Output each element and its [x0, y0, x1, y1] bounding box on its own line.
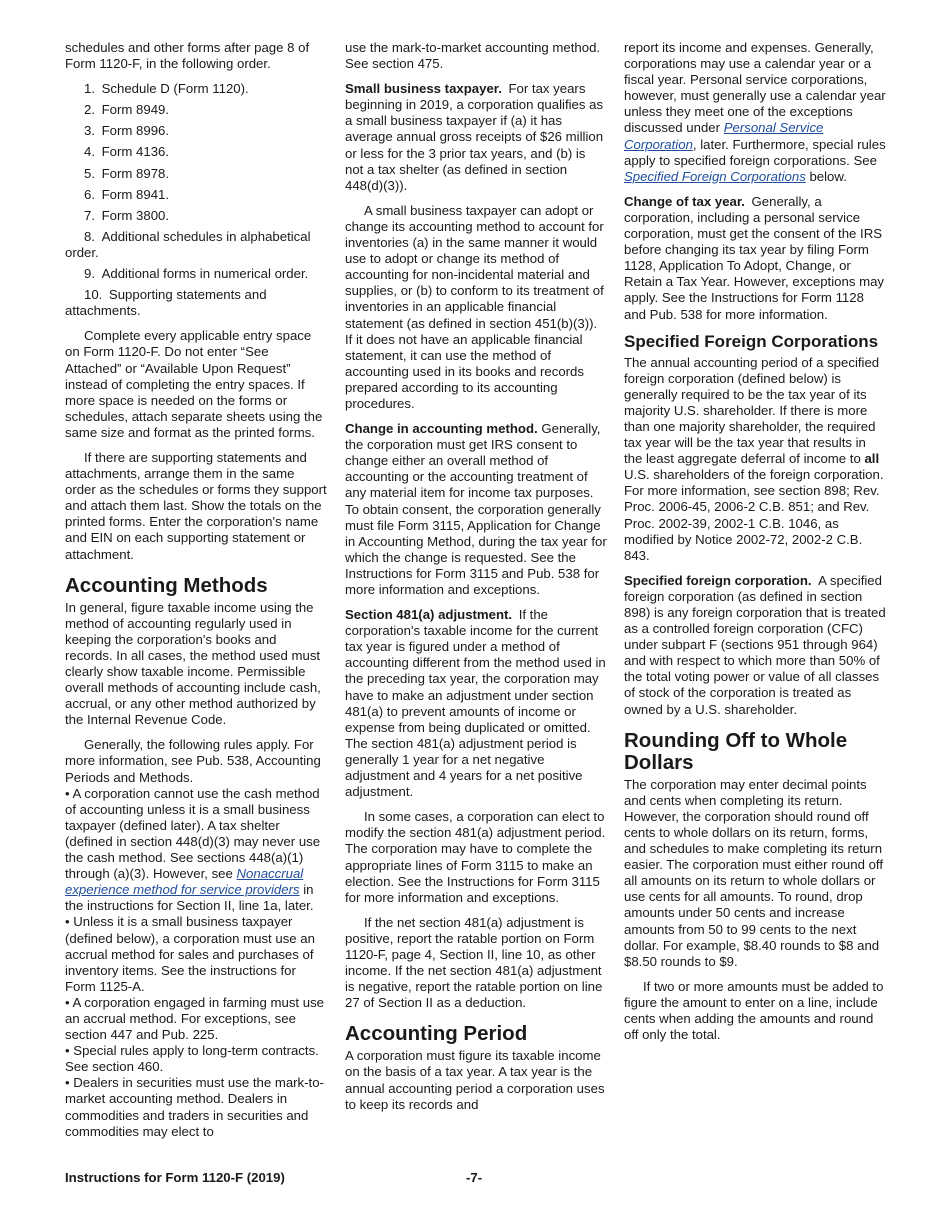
order-item-8: 8. Additional schedules in alphabetical order. [65, 228, 311, 260]
specified-foreign-corporation-definition: Specified foreign corporation. A specified foreign corporation (as defined in section 898) is any foreign corporation that is treated as a controlled foreign corporation (CFC) under subpart F (sections 951 through 964) and with respect to which more than 50% of the total voting power or value of all classes of stock of the corporation is treated as owned by a U.S. shareholder. [624, 572, 886, 717]
change-accounting-method-paragraph: Change in accounting method. Generally, the corporation must get IRS consent to change either an overall method of accounting or the accounting treatment of any material item for income tax purposes. To obtain consent, the corporation generally must file Form 3115, Application for Change in Accounting Method, during the tax year for which the change is requested. See the Instructions for Form 3115 and Pub. 538 for more information and exceptions. [345, 421, 607, 597]
column-1 [65, 40, 327, 1140]
section-481a-paragraph-3: If the net section 481(a) adjustment is positive, report the ratable portion on Form 1120-F, page 4, Section II, line 10, as other income. If the net section 481(a) adjustment is negative, report the ratable portion on line 27 of Section II as a deduction. [345, 914, 603, 1011]
rounding-off-heading: Rounding Off to Whole Dollars [624, 728, 848, 774]
order-item-1: 1. Schedule D (Form 1120). [84, 81, 249, 97]
bullet-accrual-inventory: • Unless it is a small business taxpayer (defined below), a corporation must use an accrual method for sales and purchases of inventory items. See the instructions for Form 1125-A. [65, 914, 315, 994]
continuation-paragraph: report its income and expenses. Generally, corporations may use a calendar year or a fiscal year. Personal service corporations, however, must generally use a calendar year unless they meet one of the exceptions discussed under Personal Service Corporation, later. Furthermore, special rules apply to specified foreign corporations. See Specified Foreign Corporations below. [624, 40, 886, 184]
continuation-text: use the mark-to-market accounting method. See section 475. [345, 40, 601, 72]
small-business-taxpayer-paragraph: Small business taxpayer. For tax years beginning in 2019, a corporation qualifies as a small business taxpayer if (a) it has average annual gross receipts of $26 million or less for the 3 prior tax years, and (b) is not a tax shelter (as defined in section 448(d)(3)). [345, 81, 604, 193]
section-481a-paragraph-2: In some cases, a corporation can elect to modify the section 481(a) adjustment period. The corporation may have to complete the appropriate lines of Form 3115 to make an election. See the Instructions for Form 3115 for more information and exceptions. [345, 809, 606, 905]
accounting-period-paragraph: A corporation must figure its taxable income on the basis of a tax year. A tax year is the annual accounting period a corporation uses to keep its records and [345, 1048, 605, 1112]
change-accounting-method-title: Change in accounting method. [345, 421, 538, 437]
column-3 [624, 40, 886, 1052]
accounting-methods-paragraph-2: Generally, the following rules apply. For more information, see Pub. 538, Accounting Periods and Methods. [65, 737, 321, 785]
small-business-taxpayer-title: Small business taxpayer. [345, 81, 502, 97]
rounding-off-paragraph-2: If two or more amounts must be added to figure the amount to enter on a line, include cents when adding the amounts and round off only the total. [624, 978, 884, 1043]
order-item-5: 5. Form 8978. [84, 165, 170, 181]
specified-foreign-corporations-link[interactable]: Specified Foreign Corporations [624, 168, 806, 184]
bullet-farming: • A corporation engaged in farming must use an accrual method. For exceptions, see section 447 and Pub. 225. [65, 994, 324, 1043]
bullet-long-term-contracts: • Special rules apply to long-term contracts. See section 460. [65, 1043, 319, 1075]
order-item-4: 4. Form 4136. [84, 144, 170, 160]
change-of-tax-year-title: Change of tax year. [624, 193, 745, 209]
personal-service-corporation-link[interactable]: Personal Service Corporation [624, 120, 824, 152]
order-item-9: 9. Additional forms in numerical order. [84, 266, 309, 282]
order-item-10: 10. Supporting statements and attachments. [65, 287, 267, 319]
rounding-off-paragraph-1: The corporation may enter decimal points and cents when completing its return. However, the corporation should round off cents to whole dollars on its return, forms, and schedules to make completing its return easier. The corporation must either round off all amounts on its return to whole dollars or use cents for all amounts. To round, drop amounts under 50 cents and increase amounts from 50 to 99 cents to the next dollar. For example, $8.40 rounds to $8 and $8.50 rounds to $9. [624, 776, 884, 969]
footer-page-number: -7- [466, 1170, 483, 1185]
specified-foreign-corporation-title: Specified foreign corporation. [624, 572, 812, 588]
nonaccrual-experience-link[interactable]: Nonaccrual experience method for service providers [65, 866, 304, 898]
bullet-cash-method: • A corporation cannot use the cash method of accounting unless it is a small business taxpayer (defined later). A tax shelter (defined in section 448(d)(3) may never use the cash method. See sections 448(a)(1) through (a)(3). However, see Nonaccrual experience method for service providers in the instructions for Section II, line 1a, later. [65, 785, 321, 914]
accounting-methods-heading: Accounting Methods [65, 573, 268, 597]
order-item-2: 2. Form 8949. [84, 102, 170, 118]
section-481a-title: Section 481(a) adjustment. [345, 607, 513, 623]
order-item-7: 7. Form 3800. [84, 207, 170, 223]
accounting-methods-paragraph-1: In general, figure taxable income using the method of accounting regularly used in keeping the corporation's books and records. In all cases, the method used must clearly show taxable income. Permissible overall methods of accounting include cash, accrual, or any other method authorized by the Internal Revenue Code. [65, 599, 321, 728]
intro-text: schedules and other forms after page 8 of Form 1120-F, in the following order. [65, 40, 310, 72]
order-item-3: 3. Form 8996. [84, 123, 170, 139]
supporting-paragraph: If there are supporting statements and attachments, arrange them in the same order as the schedules or forms they support and attach them last. Show the totals on the printed forms. Enter the corporation's name and EIN on each supporting statement or attachment. [65, 449, 327, 562]
small-business-taxpayer-paragraph-2: A small business taxpayer can adopt or change its accounting method to account for inventories (a) in the same manner it would use to adopt or change its method of accounting for non-incidental material and supplies, or (b) to conform to its treatment of inventories in an applicable financial statement (as defined in section 451(b)(3)). If it does not have an applicable financial statement, it can use the method of accounting used in its books and records prepared according to its accounting procedures. [345, 202, 604, 411]
specified-foreign-corporations-paragraph: The annual accounting period of a specified foreign corporation (defined below) is generally required to be the tax year of its majority U.S. shareholder. If there is more than one majority shareholder, the required tax year will be the tax year that results in the least aggregate deferral of income to all U.S. shareholders of the foreign corporation. For more information, see section 898; Rev. Proc. 2006-45, 2006-2 C.B. 851; and Rev. Proc. 2002-39, 2002-1 C.B. 1046, as modified by Notice 2002-72, 2002-2 C.B. 843. [624, 354, 884, 563]
bullet-dealers-securities: • Dealers in securities must use the mark-to-market accounting method. Dealers in commodities and traders in securities and commodities may elect to [65, 1075, 324, 1139]
accounting-period-heading: Accounting Period [345, 1022, 528, 1046]
complete-paragraph: Complete every applicable entry space on Form 1120-F. Do not enter “See Attached” or “Available Upon Request” instead of completing the entry spaces. If more space is needed on the forms or schedules, attach separate sheets using the same size and format as the printed forms. [65, 328, 323, 440]
specified-foreign-corporations-heading: Specified Foreign Corporations [624, 331, 879, 351]
footer-form-title: Instructions for Form 1120-F (2019) [65, 1170, 285, 1185]
order-item-6: 6. Form 8941. [84, 186, 170, 202]
section-481a-paragraph: Section 481(a) adjustment. If the corporation's taxable income for the current tax year is figured under a method of accounting different from the method used in the preceding tax year, the corporation may have to make an adjustment under section 481(a) to prevent amounts of income or expense from being duplicated or omitted. The section 481(a) adjustment period is generally 1 year for a net negative adjustment and 4 years for a net positive adjustment. [345, 607, 606, 800]
change-of-tax-year-paragraph: Change of tax year. Generally, a corporation, including a personal service corporation, must get the consent of the IRS before changing its tax year by filing Form 1128, Application To Adopt, Change, or Retain a Tax Year. However, exceptions may apply. See the Instructions for Form 1128 and Pub. 538 for more information. [624, 193, 884, 322]
column-2 [345, 40, 607, 1122]
